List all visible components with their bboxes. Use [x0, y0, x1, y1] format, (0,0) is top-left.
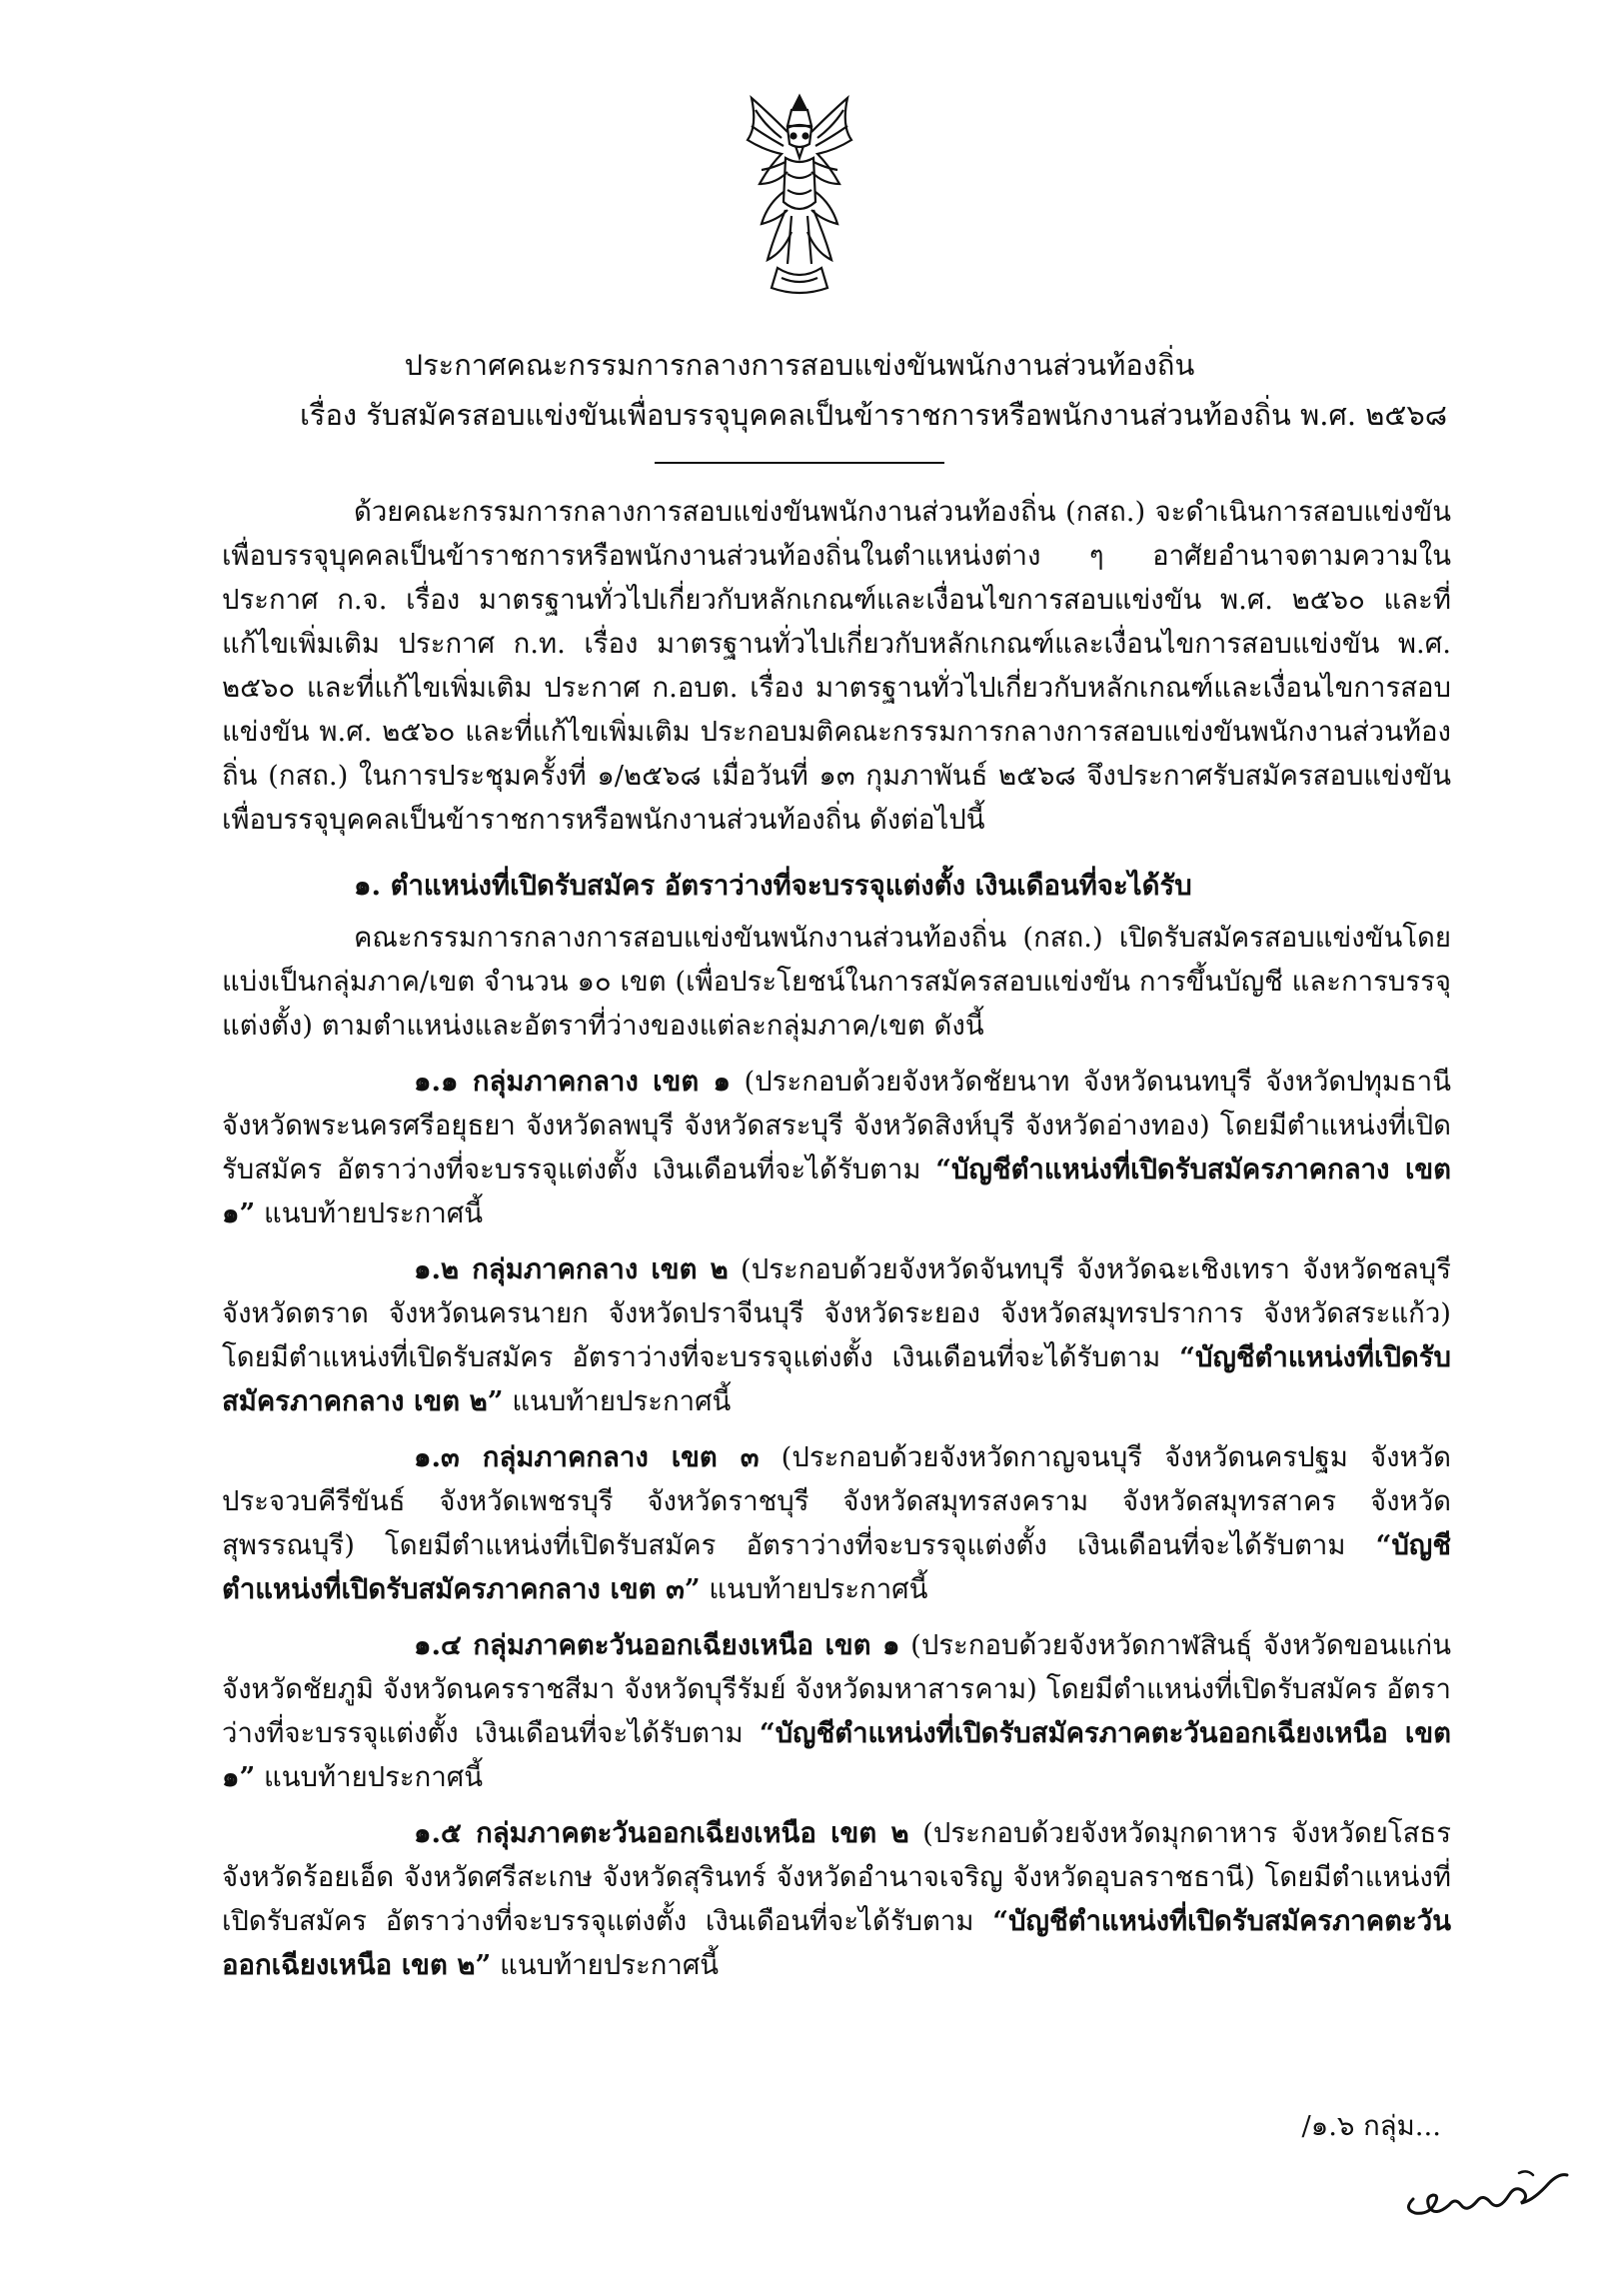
- garuda-emblem-icon: [738, 92, 861, 298]
- intro-paragraph: ด้วยคณะกรรมการกลางการสอบแข่งขันพนักงานส่วนท้องถิ่น (กสถ.) จะดำเนินการสอบแข่งขันเพื่อบรรจุบุคคลเป็นข้าราชการหรือพนักงานส่วนท้องถิ่นในตำแหน่งต่าง ๆ อาศัยอำนาจตามความในประกาศ ก.จ. เรื่อง มาตรฐานทั่วไปเกี่ยวกับหลักเกณฑ์และเงื่อนไขการสอบแข่งขัน พ.ศ. ๒๕๖๐ และที่แก้ไขเพิ่มเติม ประกาศ ก.ท. เรื่อง มาตรฐานทั่วไปเกี่ยวกับหลักเกณฑ์และเงื่อนไขการสอบแข่งขัน พ.ศ. ๒๕๖๐ และที่แก้ไขเพิ่มเติม ประกาศ ก.อบต. เรื่อง มาตรฐานทั่วไปเกี่ยวกับหลักเกณฑ์และเงื่อนไขการสอบแข่งขัน พ.ศ. ๒๕๖๐ และที่แก้ไขเพิ่มเติม ประกอบมติคณะกรรมการกลางการสอบแข่งขันพนักงานส่วนท้องถิ่น (กสถ.) ในการประชุมครั้งที่ ๑/๒๕๖๘ เมื่อวันที่ ๑๓ กุมภาพันธ์ ๒๕๖๘ จึงประกาศรับสมัครสอบแข่งขันเพื่อบรรจุบุคคลเป็นข้าราชการหรือพนักงานส่วนท้องถิ่น ดังต่อไปนี้: [222, 496, 1451, 836]
- announcement-title: ประกาศคณะกรรมการกลางการสอบแข่งขันพนักงานส่วนท้องถิ่น: [404, 348, 1195, 382]
- group-label: ๑.๓ กลุ่มภาคกลาง เขต ๓: [414, 1441, 760, 1473]
- group-tail: แนบท้ายประกาศนี้: [503, 1385, 732, 1417]
- header-divider: [655, 462, 944, 464]
- group-paragraph-1-2: [222, 1247, 1451, 1423]
- group-tail: แนบท้ายประกาศนี้: [491, 1949, 720, 1981]
- group-provinces: (ประกอบด้วยจังหวัดมุกดาหาร จังหวัดยโสธร จังหวัดร้อยเอ็ด จังหวัดศรีสะเกษ จังหวัดสุรินทร์ จังหวัดอำนาจเจริญ จังหวัดอุบลราชธานี) โดยมีตำแหน่งที่เปิดรับสมัคร อัตราว่างที่จะบรรจุแต่งตั้ง เงินเดือนที่จะได้รับตาม: [222, 1817, 1451, 1937]
- group-list-name: “บัญชีตำแหน่งที่เปิดรับสมัครภาคตะวันออกเฉียงเหนือ เขต ๑”: [222, 1717, 1451, 1793]
- group-tail: แนบท้ายประกาศนี้: [255, 1197, 484, 1229]
- announcement-body: [222, 490, 1451, 1999]
- group-provinces: (ประกอบด้วยจังหวัดชัยนาท จังหวัดนนทบุรี จังหวัดปทุมธานี จังหวัดพระนครศรีอยุธยา จังหวัดลพบุรี จังหวัดสระบุรี จังหวัดสิงห์บุรี จังหวัดอ่างทอง) โดยมีตำแหน่งที่เปิดรับสมัคร อัตราว่างที่จะบรรจุแต่งตั้ง เงินเดือนที่จะได้รับตาม: [222, 1066, 1451, 1185]
- continuation-marker: /๑.๖ กลุ่ม...: [1301, 2110, 1441, 2142]
- group-list-name: “บัญชีตำแหน่งที่เปิดรับสมัครภาคกลาง เขต ๑”: [222, 1153, 1451, 1229]
- group-paragraph-1-1: [222, 1060, 1451, 1235]
- group-provinces: (ประกอบด้วยจังหวัดกาญจนบุรี จังหวัดนครปฐม จังหวัดประจวบคีรีขันธ์ จังหวัดเพชรบุรี จังหวัดราชบุรี จังหวัดสมุทรสงคราม จังหวัดสมุทรสาคร จังหวัดสุพรรณบุรี) โดยมีตำแหน่งที่เปิดรับสมัคร อัตราว่างที่จะบรรจุแต่งตั้ง เงินเดือนที่จะได้รับตาม: [222, 1441, 1451, 1561]
- group-label: ๑.๕ กลุ่มภาคตะวันออกเฉียงเหนือ เขต ๒: [414, 1817, 909, 1849]
- group-label: ๑.๑ กลุ่มภาคกลาง เขต ๑: [414, 1066, 731, 1098]
- group-provinces: (ประกอบด้วยจังหวัดกาฬสินธุ์ จังหวัดขอนแก่น จังหวัดชัยภูมิ จังหวัดนครราชสีมา จังหวัดบุรีรัมย์ จังหวัดมหาสารคาม) โดยมีตำแหน่งที่เปิดรับสมัคร อัตราว่างที่จะบรรจุแต่งตั้ง เงินเดือนที่จะได้รับตาม: [222, 1629, 1451, 1749]
- group-label: ๑.๔ กลุ่มภาคตะวันออกเฉียงเหนือ เขต ๑: [414, 1629, 900, 1661]
- signature-icon: [1399, 2161, 1575, 2221]
- group-paragraph-1-3: [222, 1435, 1451, 1611]
- announcement-header: [300, 340, 1448, 440]
- group-paragraph-1-4: [222, 1623, 1451, 1799]
- group-tail: แนบท้ายประกาศนี้: [700, 1573, 928, 1605]
- announcement-subject: เรื่อง รับสมัครสอบแข่งขันเพื่อบรรจุบุคคลเป็นข้าราชการหรือพนักงานส่วนท้องถิ่น พ.ศ. ๒๕๖๘: [300, 398, 1448, 432]
- group-label: ๑.๒ กลุ่มภาคกลาง เขต ๒: [414, 1253, 729, 1285]
- group-provinces: (ประกอบด้วยจังหวัดจันทบุรี จังหวัดฉะเชิงเทรา จังหวัดชลบุรี จังหวัดตราด จังหวัดนครนายก จังหวัดปราจีนบุรี จังหวัดระยอง จังหวัดสมุทรปราการ จังหวัดสระแก้ว) โดยมีตำแหน่งที่เปิดรับสมัคร อัตราว่างที่จะบรรจุแต่งตั้ง เงินเดือนที่จะได้รับตาม: [222, 1253, 1452, 1373]
- section-1-paragraph: คณะกรรมการกลางการสอบแข่งขันพนักงานส่วนท้องถิ่น (กสถ.) เปิดรับสมัครสอบแข่งขันโดยแบ่งเป็นกลุ่มภาค/เขต จำนวน ๑๐ เขต (เพื่อประโยชน์ในการสมัครสอบแข่งขัน การขึ้นบัญชี และการบรรจุแต่งตั้ง) ตามตำแหน่งและอัตราที่ว่างของแต่ละกลุ่มภาค/เขต ดังนี้: [222, 922, 1451, 1042]
- group-list-name: “บัญชีตำแหน่งที่เปิดรับสมัครภาคกลาง เขต ๓”: [222, 1529, 1451, 1605]
- group-list-name: “บัญชีตำแหน่งที่เปิดรับสมัครภาคตะวันออกเฉียงเหนือ เขต ๒”: [222, 1905, 1451, 1981]
- section-1-heading: ๑. ตำแหน่งที่เปิดรับสมัคร อัตราว่างที่จะบรรจุแต่งตั้ง เงินเดือนที่จะได้รับ: [354, 870, 1192, 902]
- group-tail: แนบท้ายประกาศนี้: [255, 1761, 484, 1793]
- group-paragraph-1-5: [222, 1811, 1451, 1987]
- group-list-name: “บัญชีตำแหน่งที่เปิดรับสมัครภาคกลาง เขต ๒”: [222, 1341, 1451, 1417]
